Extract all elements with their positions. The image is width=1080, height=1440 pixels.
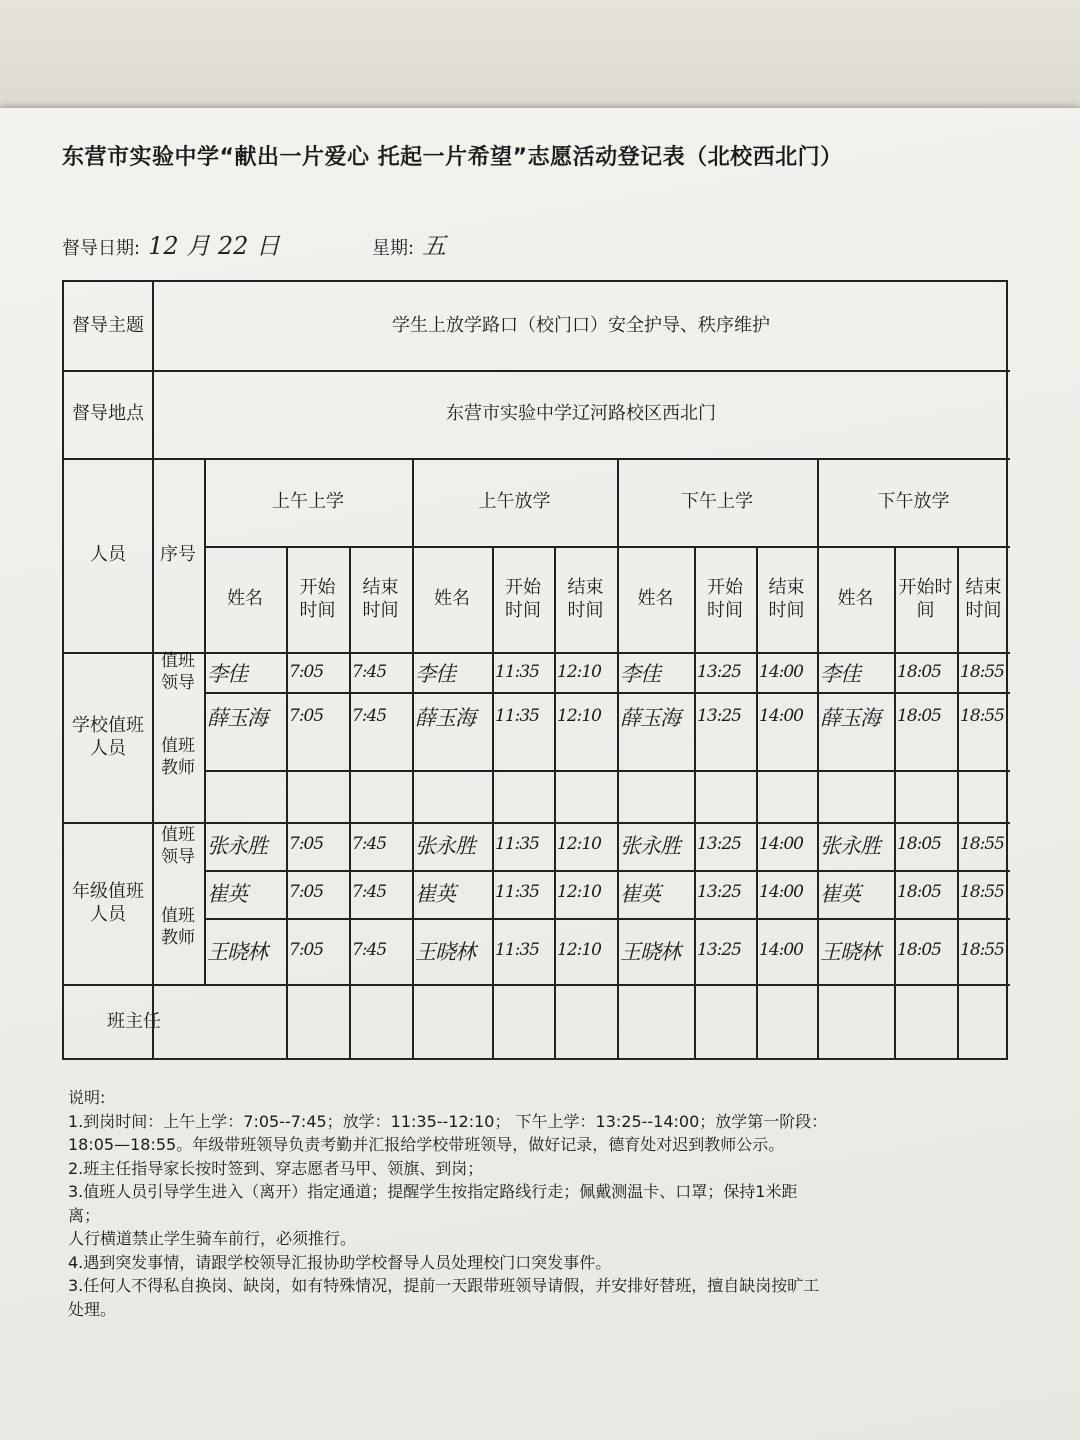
note-line: 人行横道禁止学生骑车前行，必须推行。 [68, 1229, 357, 1248]
date-value: 12 月 22 日 [148, 232, 281, 260]
handwritten-time: 18:55 [960, 882, 1004, 902]
note-line: 处理。 [68, 1299, 117, 1319]
date-field [62, 226, 280, 261]
handwritten-time: 14:00 [759, 940, 803, 960]
col-name: 姓名 [227, 588, 263, 610]
handwritten-time: 7:45 [352, 834, 387, 854]
date-label: 督导日期: [62, 238, 141, 259]
handwritten-time: 11:35 [495, 662, 539, 682]
session-afternoon-arrive: 下午上学 [681, 491, 753, 513]
handwritten-name: 王晓林 [415, 940, 475, 964]
handwritten-name: 薛玉海 [415, 706, 475, 730]
handwritten-time: 18:55 [960, 662, 1004, 682]
location-value: 东营市实验中学辽河路校区西北门 [446, 403, 716, 425]
handwritten-time: 11:35 [495, 882, 539, 902]
handwritten-time: 12:10 [557, 882, 601, 902]
registration-form [0, 108, 1080, 1440]
handwritten-time: 12:10 [557, 706, 601, 726]
note-line: 1.到岗时间：上午上学：7:05--7:45；放学：11:35--12:10； 下午上学：13:25--14:00；放学第一阶段： [68, 1111, 828, 1131]
handwritten-time: 18:05 [897, 706, 941, 726]
handwritten-time: 18:05 [897, 882, 941, 902]
handwritten-name: 张永胜 [207, 834, 267, 858]
col-end: 结束 时间 [965, 576, 1002, 621]
handwritten-name: 张永胜 [620, 834, 680, 858]
handwritten-name: 王晓林 [620, 940, 680, 964]
handwritten-name: 崔英 [820, 882, 860, 906]
handwritten-name: 薛玉海 [620, 706, 680, 730]
note-line: 2.班主任指导家长按时签到、穿志愿者马甲、领旗、到岗； [68, 1158, 484, 1178]
handwritten-time: 7:05 [289, 940, 324, 960]
notes-heading: 说明: [68, 1088, 106, 1107]
col-end: 结束 时间 [768, 576, 805, 621]
handwritten-name: 王晓林 [820, 940, 880, 964]
form-title: 东营市实验中学“献出一片爱心 托起一片希望”志愿活动登记表（北校西北门） [62, 145, 843, 170]
handwritten-name: 李佳 [820, 662, 860, 686]
handwritten-name: 张永胜 [820, 834, 880, 858]
handwritten-time: 18:55 [960, 940, 1004, 960]
handwritten-time: 7:45 [352, 706, 387, 726]
handwritten-name: 王晓林 [207, 940, 267, 964]
personnel-label: 人员 [90, 544, 126, 566]
handwritten-time: 12:10 [557, 834, 601, 854]
handwritten-time: 7:45 [352, 940, 387, 960]
handwritten-name: 崔英 [207, 882, 247, 906]
duty-table [62, 280, 1008, 1060]
role-grade-leader: 值班 领导 [161, 824, 195, 867]
handwritten-time: 11:35 [495, 940, 539, 960]
handwritten-time: 7:05 [289, 662, 324, 682]
handwritten-time: 18:05 [897, 834, 941, 854]
handwritten-name: 李佳 [620, 662, 660, 686]
handwritten-time: 13:25 [697, 940, 741, 960]
col-start: 开始 时间 [707, 576, 743, 621]
session-morning-arrive: 上午上学 [272, 491, 344, 513]
handwritten-time: 14:00 [759, 882, 803, 902]
handwritten-time: 12:10 [557, 662, 601, 682]
handwritten-time: 7:05 [289, 882, 324, 902]
handwritten-time: 14:00 [759, 662, 803, 682]
handwritten-name: 李佳 [415, 662, 455, 686]
handwritten-name: 张永胜 [415, 834, 475, 858]
session-afternoon-leave: 下午放学 [877, 491, 950, 513]
note-line: 3.任何人不得私自换岗、缺岗，如有特殊情况，提前一天跟带班领导请假，并安排好替班，擅自缺岗按旷工 [68, 1276, 820, 1295]
handwritten-name: 崔英 [620, 882, 660, 906]
role-school-teacher: 值班 教师 [161, 735, 195, 778]
handwritten-time: 12:10 [557, 940, 601, 960]
weekday-field [372, 226, 446, 261]
col-name: 姓名 [837, 588, 874, 610]
handwritten-name: 崔英 [415, 882, 455, 906]
role-school-leader: 值班 领导 [161, 650, 195, 693]
col-start: 开始 时间 [505, 576, 541, 621]
group-grade: 年级值班 人员 [72, 880, 144, 925]
col-end: 结束 时间 [362, 576, 399, 621]
note-line: 4.遇到突发事情，请跟学校领导汇报协助学校督导人员处理校门口突发事件。 [68, 1252, 612, 1272]
seq-label: 序号 [160, 544, 196, 566]
handwritten-time: 11:35 [495, 834, 539, 854]
col-start: 开始时 间 [898, 576, 953, 621]
location-label: 督导地点 [72, 403, 144, 425]
handwritten-time: 13:25 [697, 834, 741, 854]
handwritten-time: 14:00 [759, 706, 803, 726]
col-start: 开始 时间 [299, 576, 336, 621]
weekday-label: 星期: [372, 238, 415, 259]
handwritten-time: 7:45 [352, 882, 387, 902]
col-end: 结束 时间 [567, 576, 604, 621]
handwritten-time: 13:25 [697, 882, 741, 902]
handwritten-time: 14:00 [759, 834, 803, 854]
handwritten-time: 13:25 [697, 706, 741, 726]
handwritten-name: 李佳 [207, 662, 247, 686]
group-headteacher: 班主任 [107, 1011, 161, 1033]
role-grade-teacher: 值班 教师 [161, 905, 195, 948]
handwritten-time: 18:55 [960, 706, 1004, 726]
handwritten-time: 18:05 [897, 940, 941, 960]
handwritten-time: 7:05 [289, 834, 324, 854]
theme-label: 督导主题 [72, 315, 144, 337]
session-morning-leave: 上午放学 [478, 491, 551, 513]
group-school: 学校值班 人员 [72, 714, 144, 759]
handwritten-time: 13:25 [697, 662, 741, 682]
handwritten-time: 7:45 [352, 662, 387, 682]
note-line: 离； [68, 1205, 101, 1225]
col-name: 姓名 [434, 588, 470, 610]
weekday-value: 五 [422, 232, 447, 260]
handwritten-name: 薛玉海 [820, 706, 880, 730]
handwritten-name: 薛玉海 [207, 706, 267, 730]
note-line: 18:05—18:55。年级带班领导负责考勤并汇报给学校带班领导，做好记录，德育处对迟到教师公示。 [68, 1135, 785, 1154]
col-name: 姓名 [637, 588, 674, 610]
notes-section [68, 1086, 1058, 1321]
handwritten-time: 18:55 [960, 834, 1004, 854]
handwritten-time: 11:35 [495, 706, 539, 726]
note-line: 3.值班人员引导学生进入（离开）指定通道；提醒学生按指定路线行走；佩戴测温卡、口罩；保持1米距 [68, 1182, 798, 1201]
theme-value: 学生上放学路口（校门口）安全护导、秩序维护 [392, 315, 770, 337]
handwritten-time: 7:05 [289, 706, 324, 726]
handwritten-time: 18:05 [897, 662, 941, 682]
